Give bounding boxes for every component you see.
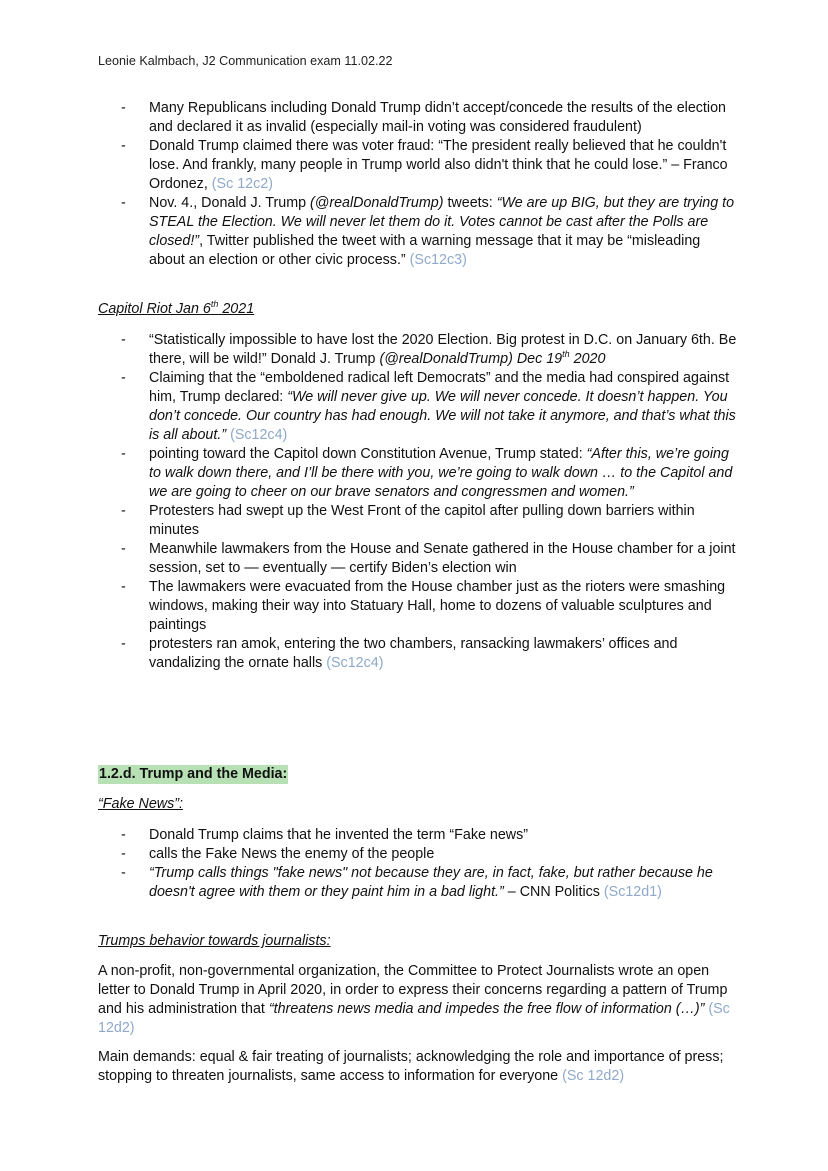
italic-text: “Trump calls things "fake news" not because they are, in fact, fake, but rather because he doesn't agree with them or they paint him in a bad light.”	[149, 865, 713, 900]
italic-text: “After this, we’re going to walk down there, and I’ll be there with you, we’re going to walk down … to the Capitol and we are going to cheer on our brave senators and congressmen and women.”	[149, 446, 733, 500]
text-run: Nov. 4., Donald J. Trump	[149, 195, 311, 211]
page-header: Leonie Kalmbach, J2 Communication exam 11.02.22	[98, 54, 393, 68]
list-item	[98, 635, 738, 673]
source-reference: (Sc12c3)	[409, 252, 467, 268]
list-item	[98, 137, 738, 194]
text-run: , Twitter published the tweet with a warning message that it may be “misleading about an election or other civic process.”	[149, 233, 701, 268]
text-run: Claiming that the “emboldened radical left Democrats” and the media had conspired against him, Trump declared:	[149, 370, 730, 405]
text-run: calls the Fake News the enemy of the people	[149, 846, 435, 862]
list-item	[98, 540, 738, 578]
list-item	[98, 502, 738, 540]
list-item	[98, 578, 738, 635]
fake-news-heading: “Fake News”:	[98, 796, 183, 812]
journalists-heading: Trumps behavior towards journalists:	[98, 933, 331, 949]
list-item	[98, 194, 738, 270]
text-run: pointing toward the Capitol down Constitution Avenue, Trump stated:	[149, 446, 587, 462]
source-reference: (Sc 12d2)	[562, 1068, 625, 1084]
text-run: Main demands: equal & fair treating of journalists; acknowledging the role and importance of press; stopping to threaten journalists, same access to information for everyone	[98, 1049, 724, 1084]
list-item	[98, 99, 738, 137]
source-reference: (Sc12d1)	[603, 884, 662, 900]
text-run: protesters ran amok, entering the two chambers, ransacking lawmakers’ offices and vandalizing the ornate halls	[149, 636, 678, 671]
capitol-bullet-list	[98, 331, 738, 673]
text-run: tweets:	[443, 195, 497, 211]
text-run: “Statistically impossible to have lost the 2020 Election. Big protest in D.C. on January 6th. Be there, will be wild!” Donald J. Trump	[149, 332, 737, 367]
italic-text: th	[562, 349, 570, 360]
journalists-paragraph-1	[98, 962, 734, 1038]
source-reference: (Sc 12c2)	[211, 176, 273, 192]
capitol-heading-text: Capitol Riot Jan 6	[98, 301, 211, 317]
italic-text: “We will never give up. We will never concede. It doesn’t happen. You don’t concede. Our country has had enough. We will not take it anymore, and that’s what this is all about.”	[149, 389, 736, 443]
list-item	[98, 369, 738, 445]
source-reference: (Sc 12d2)	[98, 1001, 730, 1036]
text-run: The lawmakers were evacuated from the House chamber just as the rioters were smashing windows, making their way into Statuary Hall, home to dozens of valuable sculptures and paintings	[149, 579, 726, 633]
text-run: A non-profit, non-governmental organization, the Committee to Protect Journalists wrote an open letter to Donald Trump in April 2020, in order to express their concerns regarding a pattern of Trump and his administration that	[98, 963, 728, 1017]
source-reference: (Sc12c4)	[230, 427, 288, 443]
italic-text: 2020	[569, 351, 606, 367]
section-title: 1.2.d. Trump and the Media:	[99, 766, 288, 782]
italic-text: “threatens news media and impedes the free flow of information (…)”	[268, 1001, 705, 1017]
list-item	[98, 826, 738, 845]
italic-text: (@realDonaldTrump) Dec 19	[379, 351, 563, 367]
list-item	[98, 845, 738, 864]
text-run: Meanwhile lawmakers from the House and Senate gathered in the House chamber for a joint session, set to — eventually — certify Biden’s election win	[149, 541, 736, 576]
journalists-paragraph-2	[98, 1048, 734, 1086]
election-bullet-list	[98, 99, 738, 270]
capitol-riot-heading	[98, 300, 254, 319]
list-item	[98, 864, 738, 902]
source-reference: (Sc12c4)	[326, 655, 384, 671]
text-run: Protesters had swept up the West Front of the capitol after pulling down barriers within minutes	[149, 503, 695, 538]
fake-news-bullet-list	[98, 826, 738, 902]
text-run: Many Republicans including Donald Trump didn’t accept/concede the results of the election and declared it as invalid (especially mail-in voting was considered fraudulent)	[149, 100, 726, 135]
list-item	[98, 331, 738, 369]
text-run: Donald Trump claimed there was voter fraud: “The president really believed that he couldn't lose. And frankly, many people in Trump world also didn't think that he could lose.” – Franco Ordonez,	[149, 138, 728, 192]
italic-text: (@realDonaldTrump)	[310, 195, 444, 211]
capitol-heading-sup: th	[210, 299, 219, 310]
text-run: – CNN Politics	[503, 884, 604, 900]
text-run: Donald Trump claims that he invented the term “Fake news”	[149, 827, 529, 843]
italic-text: “We are up BIG, but they are trying to STEAL the Election. We will never let them do it. Votes cannot be cast after the Polls are closed!”	[149, 195, 735, 249]
capitol-heading-tail: 2021	[218, 301, 255, 317]
list-item	[98, 445, 738, 502]
